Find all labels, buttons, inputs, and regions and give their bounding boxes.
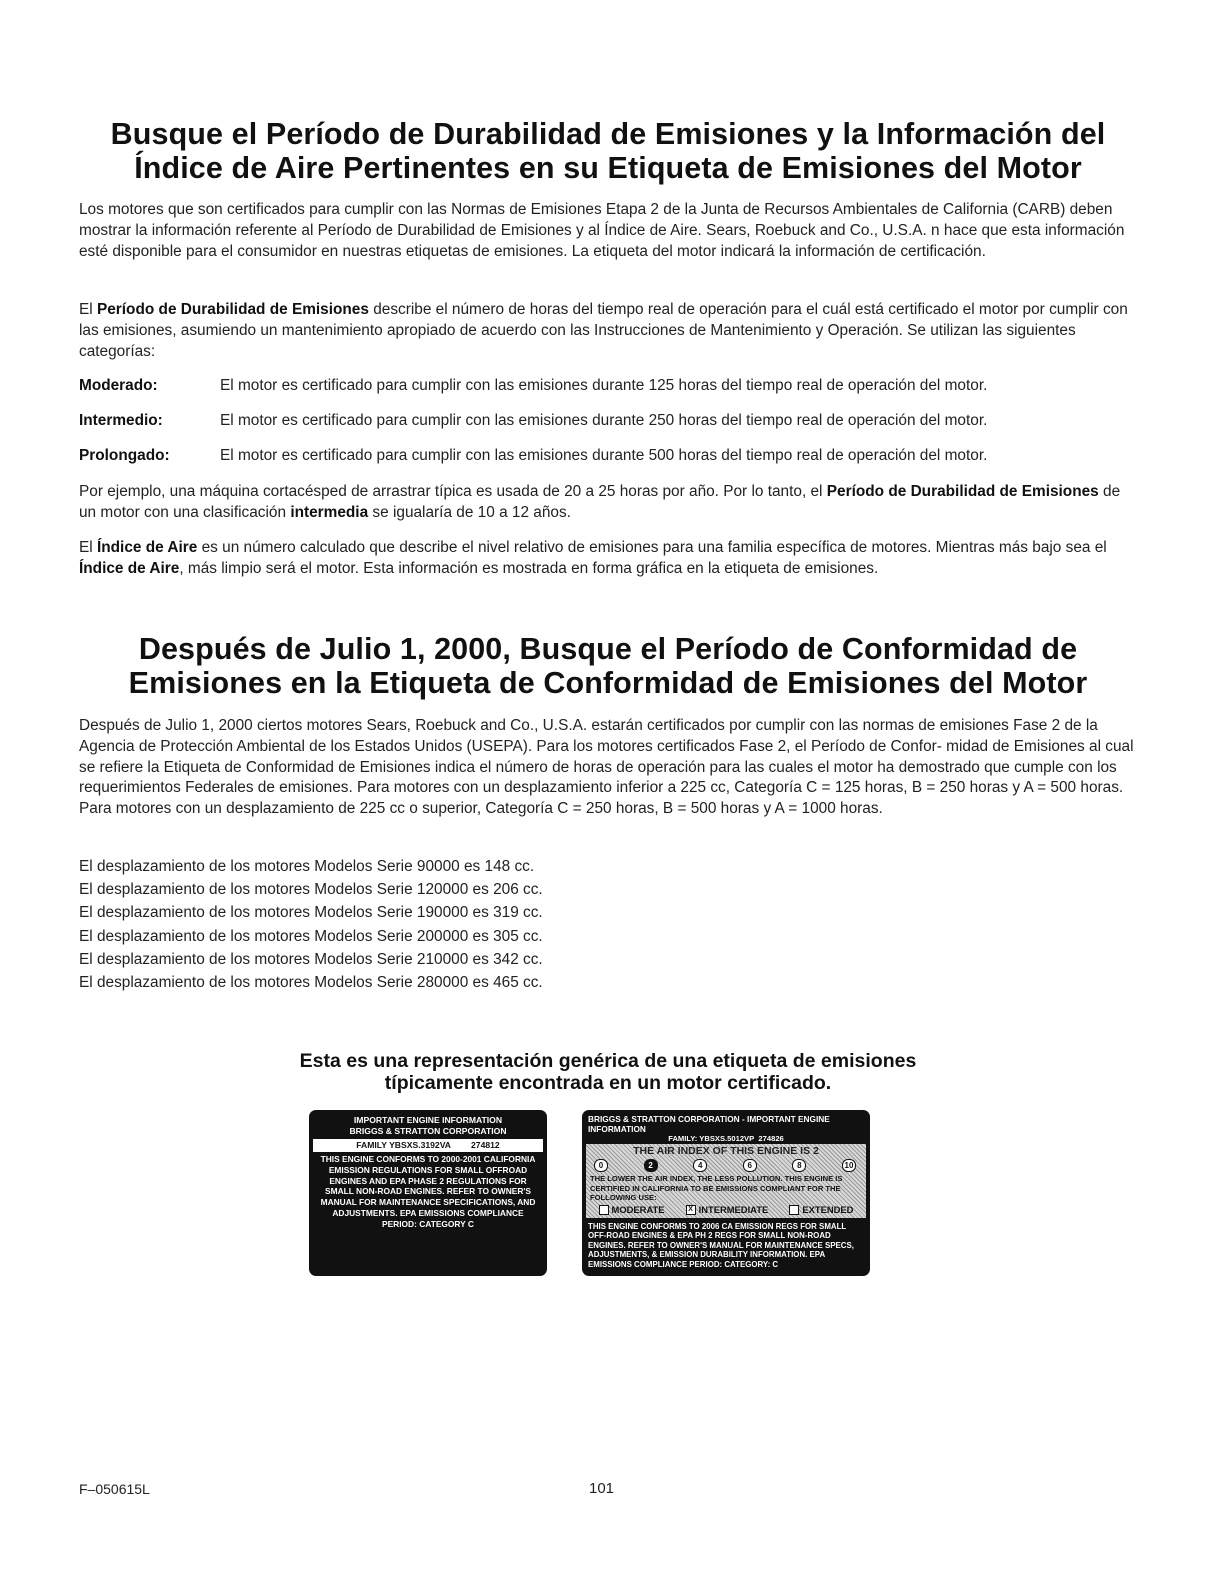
section2-title [79,632,1137,700]
air-index-description: THE LOWER THE AIR INDEX, THE LESS POLLUTION. THIS ENGINE IS CERTIFIED IN CALIFORNIA TO BE EMISSIONS COMPLIANT FOR THE FOLLOWING USE: [590,1174,843,1202]
page-number: 101 [589,1480,615,1497]
durability-term: Período de Durabilidad de Emisiones [96,301,369,318]
example-pre: Por ejemplo, una máquina cortacésped de arrastrar típica es usada de 20 a 25 horas por año. Por lo tanto, el [79,483,827,500]
durability-options [588,1203,864,1217]
label-caption [79,1050,1137,1094]
air-term-2: Índice de Aire [79,559,180,577]
air-index-paragraph [79,538,1137,580]
option-extended-label: EXTENDED [802,1203,854,1215]
example-mid: de un motor con una clasificación [79,483,1121,521]
label2-family-name: FAMILY: YBSXS.5012VP [668,1134,755,1143]
section2-title-line2: Emisiones en la Etiqueta de Conformidad de Emisiones del Motor [128,666,1088,700]
label1-line1: IMPORTANT ENGINE INFORMATION [353,1115,503,1125]
durability-pre: El [79,301,97,318]
category-text: El motor es certificado para cumplir con las emisiones durante 250 horas del tiempo real de operación del motor. [220,412,988,429]
scale-mark: 0 [594,1159,608,1172]
scale-mark: 8 [792,1159,806,1172]
section1-title-line2: Índice de Aire Pertinentes en su Etiqueta de Emisiones del Motor [134,151,1082,185]
checkbox-checked-icon: X [686,1205,696,1215]
document-code: F–050615L [79,1481,150,1497]
label1-body: THIS ENGINE CONFORMS TO 2000-2001 CALIFORNIA EMISSION REGULATIONS FOR SMALL OFFROAD ENGINES AND EPA PHASE 2 REGULATIONS FOR SMALL NON-ROAD ENGINES. REFER TO OWNER'S MANUAL FOR MAINTENANCE SPECIFICATIONS, AND ADJUSTMENTS. EPA EMISSIONS COMPLIANCE PERIOD: CATEGORY C [320,1154,536,1229]
example-term-intermediate: intermedia [290,503,369,521]
scale-mark: 4 [693,1159,707,1172]
caption-line1: Esta es una representación genérica de una etiqueta de emisiones [299,1050,917,1072]
air-index-scale [588,1158,864,1174]
option-intermediate-label: INTERMEDIATE [698,1203,769,1215]
emission-label-carb [582,1110,870,1276]
example-term: Período de Durabilidad de Emisiones [826,483,1099,500]
durability-paragraph [79,300,1137,362]
compliance-paragraph: Después de Julio 1, 2000 ciertos motores Sears, Roebuck and Co., U.S.A. estarán certificados por cumplir con las normas de emisiones Fase 2 de la Agencia de Protección Ambiental de los Estados Unidos (USEPA). Para los motores certificados Fase 2, el Período de Confor- midad de Emisiones al cual se refiere la Etiqueta de Conformidad de Emisiones indica el número de horas de operación para las cuales el motor ha demostrado que cumple con los requerimientos Federales de emisiones. Para motores con un desplazamiento inferior a 225 cc, Categoría C = 125 horas, B = 250 horas y A = 500 horas. Para motores con un desplazamiento de 225 cc o superior, Categoría C = 250 horas, B = 500 horas y A = 1000 horas. [79,717,1134,818]
emission-label-epa [309,1110,547,1276]
option-moderate-label: MODERATE [611,1203,665,1215]
category-label: Intermedio: [79,412,163,429]
intro-paragraph: Los motores que son certificados para cumplir con las Normas de Emisiones Etapa 2 de la Junta de Recursos Ambientales de California (CARB) deben mostrar la información referente al Período de Durabilidad de Emisiones y al Índice de Aire. Sears, Roebuck and Co., U.S.A. n hace que esta información esté disponible para el consumidor en nuestras etiquetas de emisiones. La etiqueta del motor indicará la información de certificación. [79,201,1125,260]
list-item: El desplazamiento de los motores Modelos Serie 280000 es 465 cc. [79,974,543,992]
option-extended [789,1204,853,1216]
label1-family-name: FAMILY YBSXS.3192VA [356,1140,452,1150]
label1-line2: BRIGGS & STRATTON CORPORATION [349,1126,507,1136]
label2-header: BRIGGS & STRATTON CORPORATION - IMPORTANT ENGINE INFORMATION [588,1114,830,1134]
air-index-title-text: THE AIR INDEX OF THIS ENGINE IS [633,1145,811,1157]
air-term: Índice de Aire [96,539,198,556]
checkbox-icon [599,1205,609,1215]
example-paragraph [79,482,1137,524]
section2-title-line1: Después de Julio 1, 2000, Busque el Período de Conformidad de [138,632,1078,666]
category-text: El motor es certificado para cumplir con las emisiones durante 500 horas del tiempo real de operación del motor. [220,447,988,464]
air-mid: es un número calculado que describe el nivel relativo de emisiones para una familia específica de motores. Mientras más bajo sea el [197,539,1107,556]
list-item: El desplazamiento de los motores Modelos Serie 190000 es 319 cc. [79,904,543,922]
durability-post: describe el número de horas del tiempo real de operación para el cuál está certificado el motor por cumplir con las emisiones, asumiendo un mantenimiento apropiado de acuerdo con las Instrucciones de Mantenimiento y Operación. Se utilizan las siguientes categorías: [79,301,1128,360]
air-post: , más limpio será el motor. Esta información es mostrada en forma gráfica en la etiqueta de emisiones. [179,559,879,577]
air-index-panel [586,1144,866,1218]
category-label: Prolongado: [79,447,170,464]
category-label: Moderado: [79,377,158,394]
section1-title [79,117,1137,185]
list-item: El desplazamiento de los motores Modelos Serie 120000 es 206 cc. [79,881,543,899]
category-text: El motor es certificado para cumplir con las emisiones durante 125 horas del tiempo real de operación del motor. [220,377,988,394]
label1-family-code: 274812 [471,1140,500,1150]
checkbox-icon [789,1205,799,1215]
air-index-title [588,1145,864,1158]
list-item: El desplazamiento de los motores Modelos Serie 210000 es 342 cc. [79,950,543,968]
air-index-value: 2 [813,1145,819,1157]
label2-family [582,1134,870,1144]
scale-mark: 6 [743,1159,757,1172]
list-item: El desplazamiento de los motores Modelos Serie 90000 es 148 cc. [79,858,535,875]
label1-family [313,1139,543,1152]
list-item: El desplazamiento de los motores Modelos Serie 200000 es 305 cc. [79,927,543,945]
displacement-list [79,855,1137,994]
option-moderate [599,1204,665,1216]
label2-footer: THIS ENGINE CONFORMS TO 2006 CA EMISSION REGS FOR SMALL OFF-ROAD ENGINES & EPA PH 2 REGS FOR SMALL NON-ROAD ENGINES. REFER TO OWNER'S MANUAL FOR MAINTENANCE SPECS, ADJUSTMENTS, & EMISSION DURABILITY INFORMATION. EPA EMISSIONS COMPLIANCE PERIOD: CATEGORY: C [588,1221,854,1269]
scale-mark-selected: 2 [644,1159,658,1172]
example-post: se igualaría de 10 a 12 años. [368,503,571,521]
section1-title-line1: Busque el Período de Durabilidad de Emisiones y la Información del [110,117,1106,151]
scale-mark: 10 [842,1159,856,1172]
caption-line2: típicamente encontrada en un motor certificado. [384,1072,832,1094]
label2-family-code: 274826 [758,1134,784,1143]
option-intermediate [686,1204,769,1216]
air-pre: El [79,539,97,556]
